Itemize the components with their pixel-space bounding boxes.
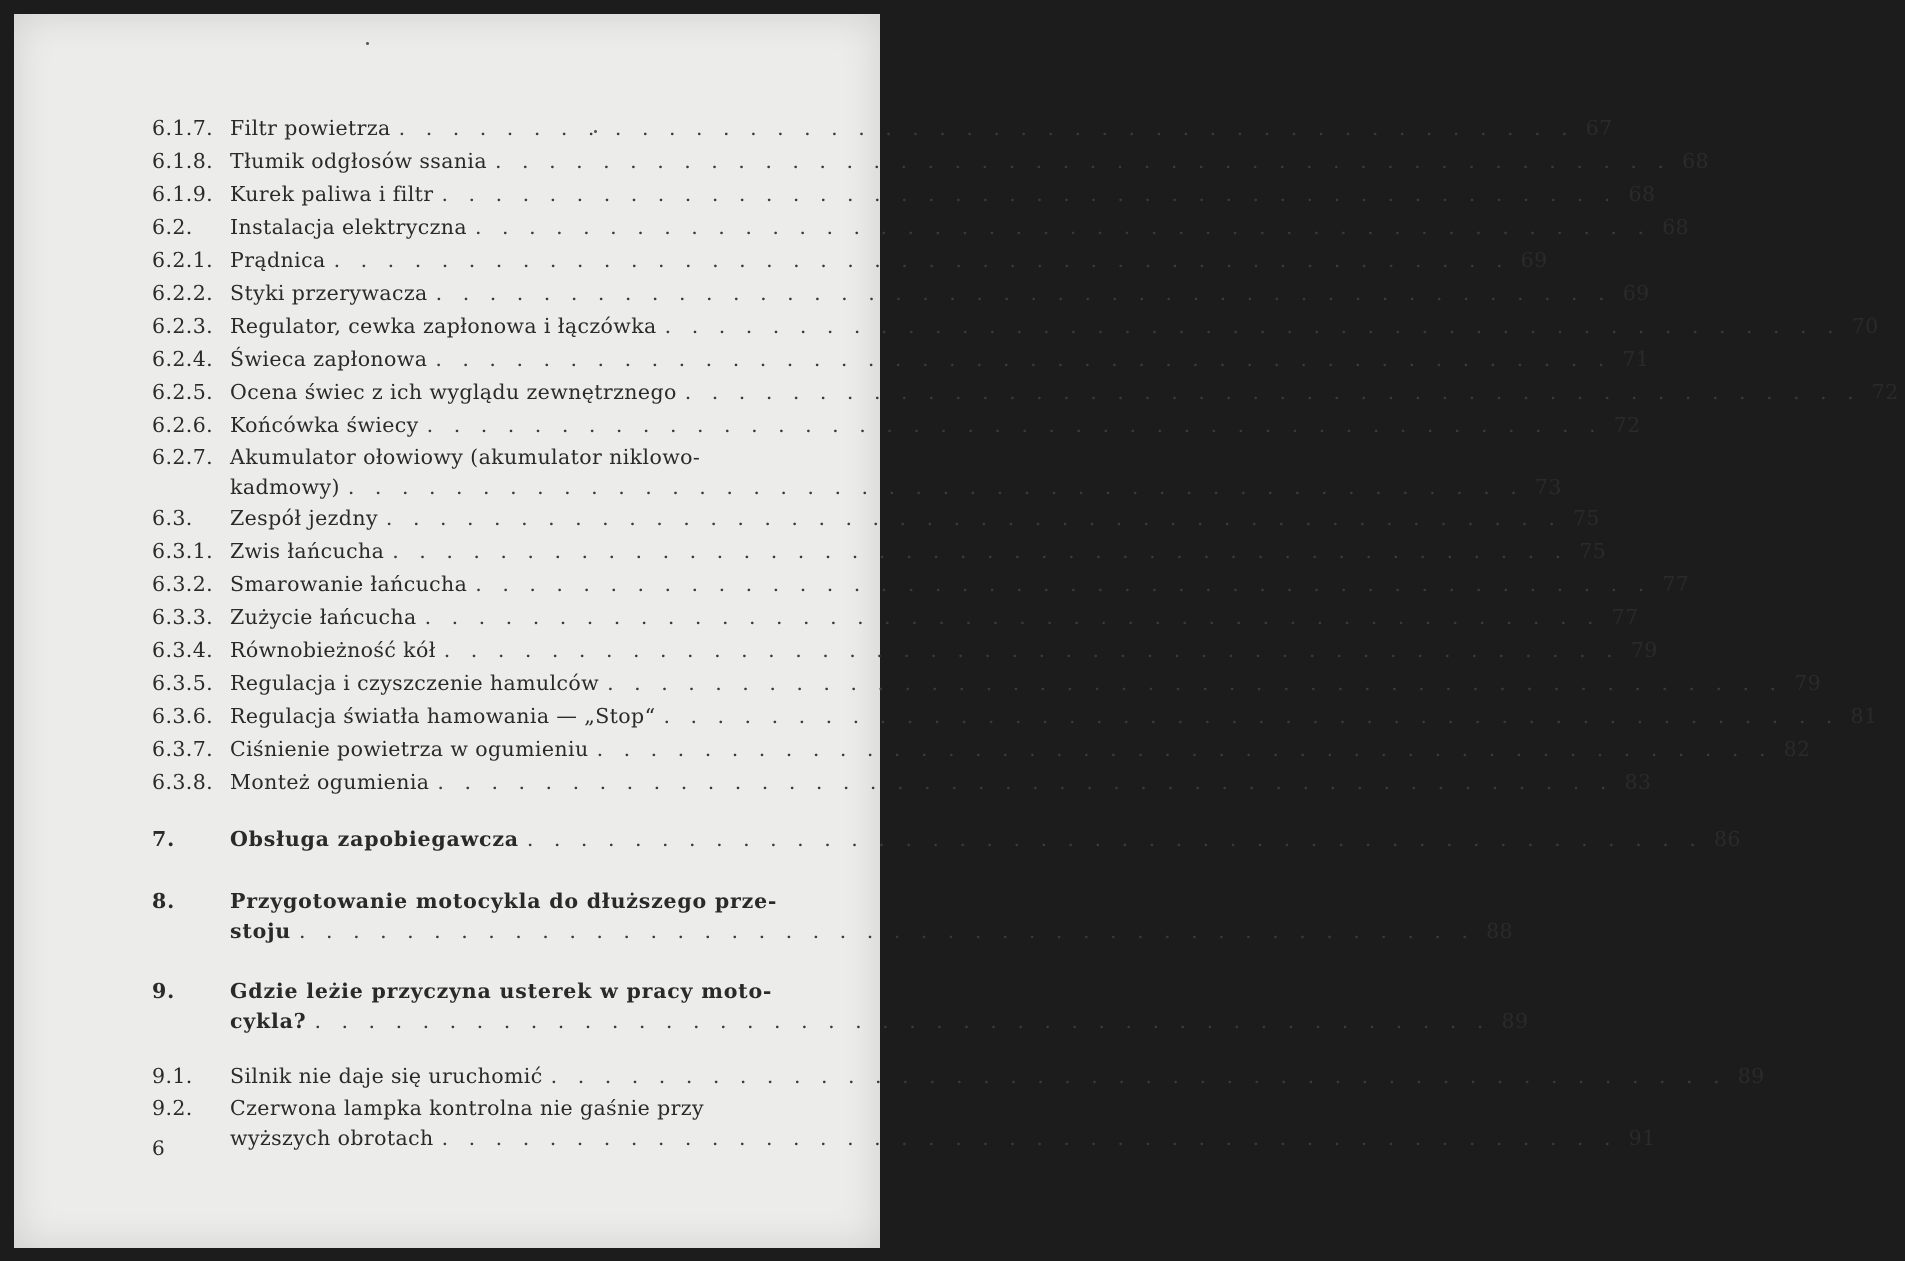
toc-chapter-entry (152, 976, 1529, 1036)
entry-page: 71 (1622, 347, 1650, 371)
entry-title: Styki przerywacza (230, 281, 428, 305)
entry-title: Końcówka świecy (230, 413, 419, 437)
dot-leader (655, 700, 1839, 733)
dot-leader (657, 310, 1841, 343)
entry-title: Świeca zapłonowa (230, 347, 428, 371)
toc-entry (152, 601, 1639, 634)
dot-leader (436, 634, 1620, 667)
entry-title: wyższych obrotach (230, 1126, 434, 1150)
entry-title: Instalacja elektryczna (230, 215, 468, 239)
entry-page: 73 (1534, 475, 1562, 499)
toc-entry (152, 733, 1811, 766)
entry-number: 6.3.3. (152, 605, 214, 629)
dot-leader (340, 472, 1524, 502)
dot-leader (434, 178, 1618, 211)
entry-title: Zużycie łańcucha (230, 605, 417, 629)
entry-title: Tłumik odgłosów ssania (230, 149, 488, 173)
dot-leader (429, 766, 1613, 799)
dot-leader (384, 535, 1568, 568)
entry-number: 6.2.2. (152, 281, 214, 305)
entry-page: 68 (1662, 215, 1689, 239)
ink-speck (366, 42, 369, 45)
entry-title: Zwis łańcucha (230, 539, 385, 563)
entry-title: cykla? (230, 1009, 307, 1033)
entry-page: 68 (1628, 182, 1656, 206)
entry-page: 75 (1579, 539, 1607, 563)
entry-number: 6.3.7. (152, 737, 214, 761)
entry-page: 75 (1572, 506, 1600, 530)
toc-entry (152, 376, 1899, 409)
entry-title-first-line: Akumulator ołowiowy (akumulator niklowo- (230, 445, 701, 469)
entry-page: 81 (1850, 704, 1878, 728)
entry-number: 6.2.5. (152, 380, 214, 404)
dot-leader (519, 823, 1703, 856)
dot-leader (378, 502, 1562, 535)
entry-title: kadmowy) (230, 475, 340, 499)
entry-page: 88 (1486, 919, 1513, 943)
entry-number: 6.2.6. (152, 413, 214, 437)
entry-title: Prądnica (230, 248, 326, 272)
toc-entry (152, 1093, 1656, 1153)
entry-number: 6.2.4. (152, 347, 214, 371)
dot-leader (599, 667, 1783, 700)
toc-entry (152, 766, 1652, 799)
entry-page: 69 (1520, 248, 1548, 272)
entry-title-first-line: Gdzie leżie przyczyna usterek w pracy moto- (230, 979, 773, 1003)
entry-number: 6.1.7. (152, 116, 214, 140)
entry-number: 6.1.9. (152, 182, 214, 206)
dot-leader (589, 733, 1773, 766)
entry-page: 77 (1662, 572, 1690, 596)
entry-title: Regulacja światła hamowania — „Stop“ (230, 704, 656, 728)
entry-page: 69 (1622, 281, 1650, 305)
entry-number: 8. (152, 889, 176, 913)
entry-number: 6.3.8. (152, 770, 214, 794)
entry-title-first-line: Przygotowanie motocykla do dłuższego prze- (230, 889, 778, 913)
toc-entry (152, 112, 1613, 145)
entry-page: 83 (1624, 770, 1652, 794)
entry-title: Równobieżność kół (230, 638, 436, 662)
entry-number: 6.3.6. (152, 704, 214, 728)
entry-number: 6.3. (152, 506, 193, 530)
toc-entry (152, 667, 1822, 700)
entry-title: Silnik nie daje się uruchomić (230, 1064, 543, 1088)
toc-entry (152, 145, 1709, 178)
entry-title: Obsługa zapobiegawcza (230, 827, 519, 851)
entry-title: stoju (230, 919, 292, 943)
toc-entry (152, 244, 1548, 277)
entry-title: Kurek paliwa i filtr (230, 182, 434, 206)
toc-entry (152, 310, 1879, 343)
toc-chapter-entry (152, 886, 1513, 946)
dot-leader (391, 112, 1575, 145)
entry-number: 9.1. (152, 1064, 193, 1088)
entry-number: 6.2. (152, 215, 193, 239)
entry-page: 68 (1682, 149, 1709, 173)
entry-page: 72 (1613, 413, 1641, 437)
dot-leader (467, 211, 1651, 244)
entry-title: Ocena świec z ich wyglądu zewnętrznego (230, 380, 677, 404)
entry-page: 89 (1737, 1064, 1765, 1088)
dot-leader (467, 568, 1651, 601)
dot-leader (543, 1060, 1727, 1093)
dot-leader (417, 601, 1601, 634)
entry-number: 6.2.7. (152, 445, 214, 469)
ink-speck (594, 130, 597, 133)
dot-leader (419, 409, 1603, 442)
entry-number: 9.2. (152, 1096, 193, 1120)
book-page (14, 14, 1899, 1248)
dot-leader (487, 145, 1671, 178)
entry-page: 72 (1871, 380, 1899, 404)
entry-page: 89 (1501, 1009, 1529, 1033)
toc-entry (152, 277, 1650, 310)
entry-number: 9. (152, 979, 176, 1003)
entry-number: 6.2.1. (152, 248, 214, 272)
entry-page: 67 (1585, 116, 1613, 140)
entry-page: 70 (1851, 314, 1879, 338)
entry-number: 7. (152, 827, 176, 851)
toc-entry (152, 343, 1650, 376)
toc-entry (152, 211, 1689, 244)
entry-title: Regulacja i czyszczenie hamulców (230, 671, 600, 695)
toc-chapter-entry (152, 823, 1741, 856)
entry-title: Smarowanie łańcucha (230, 572, 468, 596)
dot-leader (677, 376, 1861, 409)
entry-title: Monteż ogumienia (230, 770, 430, 794)
entry-page: 91 (1628, 1126, 1656, 1150)
entry-page: 79 (1794, 671, 1822, 695)
entry-title-first-line: Czerwona lampka kontrolna nie gaśnie przy (230, 1096, 704, 1120)
entry-page: 86 (1713, 827, 1741, 851)
entry-page: 77 (1611, 605, 1639, 629)
entry-number: 6.3.2. (152, 572, 214, 596)
dot-leader (291, 916, 1475, 946)
toc-entry (152, 409, 1641, 442)
entry-number: 6.1.8. (152, 149, 214, 173)
toc-entry (152, 535, 1607, 568)
toc-entry (152, 502, 1600, 535)
entry-title: Ciśnienie powietrza w ogumieniu (230, 737, 589, 761)
dot-leader (434, 1123, 1618, 1153)
entry-number: 6.2.3. (152, 314, 214, 338)
entry-number: 6.3.5. (152, 671, 214, 695)
page-number: 6 (152, 1136, 165, 1160)
entry-title: Regulator, cewka zapłonowa i łączówka (230, 314, 657, 338)
table-of-contents (152, 112, 1899, 1153)
entry-number: 6.3.1. (152, 539, 214, 563)
dot-leader (427, 343, 1611, 376)
toc-entry (152, 700, 1878, 733)
toc-entry (152, 568, 1690, 601)
dot-leader (428, 277, 1612, 310)
dot-leader (306, 1006, 1490, 1036)
dot-leader (326, 244, 1510, 277)
entry-page: 82 (1783, 737, 1811, 761)
toc-entry (152, 178, 1656, 211)
entry-title: Zespół jezdny (230, 506, 378, 530)
entry-title: Filtr powietrza (230, 116, 391, 140)
toc-entry (152, 634, 1658, 667)
entry-number: 6.3.4. (152, 638, 214, 662)
toc-entry (152, 1060, 1765, 1093)
entry-page: 79 (1630, 638, 1658, 662)
toc-entry (152, 442, 1562, 502)
